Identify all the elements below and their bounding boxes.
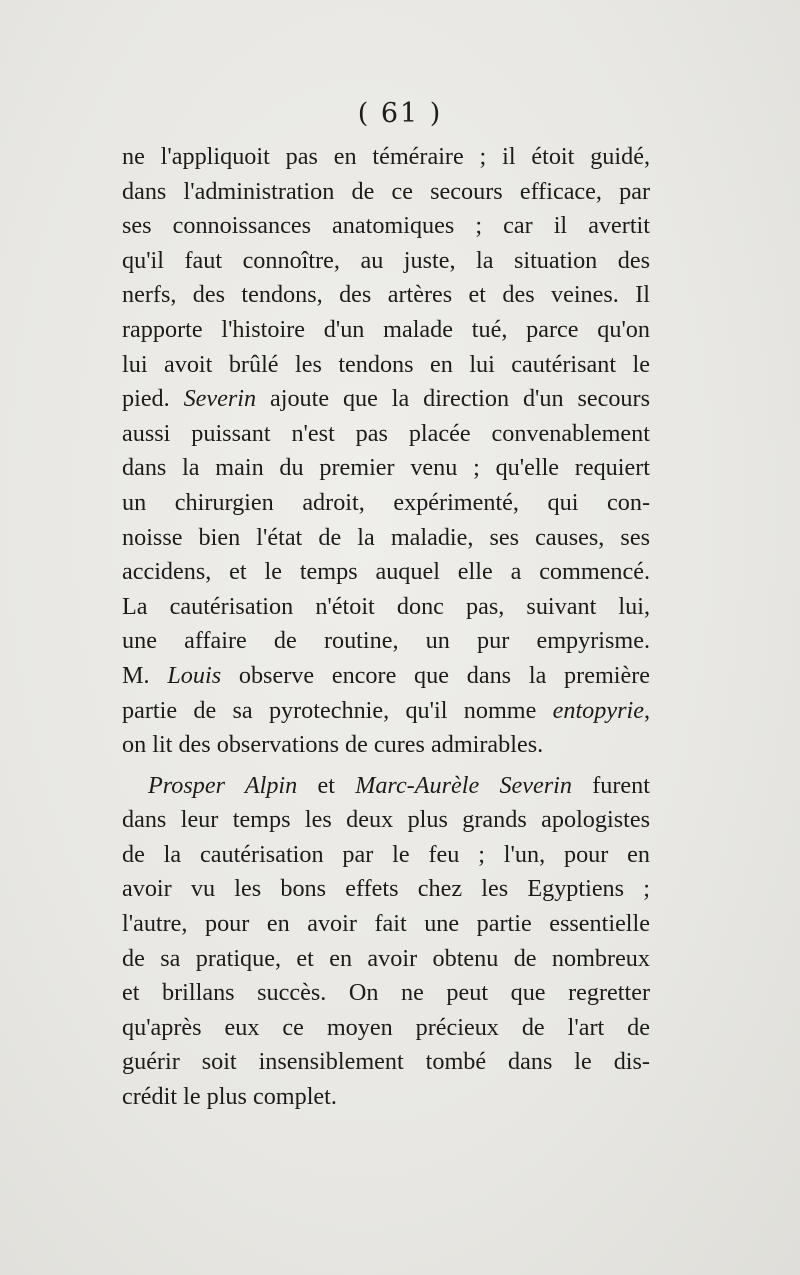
text-line-26: qu'après eux ce moyen précieux de l'art de bbox=[122, 1013, 650, 1041]
text-line-16-post: observe encore que dans la première bbox=[221, 661, 651, 689]
text-line-11: un chirurgien adroit, expérimenté, qui con- bbox=[122, 488, 650, 516]
text-line-28: crédit le plus complet. bbox=[122, 1083, 337, 1111]
text-line-8-pre: pied. bbox=[122, 385, 184, 413]
text-line-16 bbox=[122, 659, 650, 694]
text-line-8 bbox=[122, 382, 650, 417]
text-line-19-post: furent bbox=[571, 771, 650, 799]
text-line-27: guérir soit insensiblement tombé dans le dis- bbox=[122, 1048, 650, 1076]
text-line-8-post: ajoute que la direction d'un secours bbox=[256, 385, 650, 413]
text-line-4: qu'il faut connoître, au juste, la situation des bbox=[122, 246, 650, 274]
text-line-2: dans l'administration de ce secours efficace, par bbox=[122, 177, 650, 205]
text-line-16-pre: M. bbox=[122, 661, 168, 689]
author-name-severin: Severin bbox=[183, 385, 257, 413]
text-line-3: ses connoissances anatomiques ; car il avertit bbox=[122, 212, 650, 240]
text-line-6: rapporte l'histoire d'un malade tué, parce qu'on bbox=[122, 315, 650, 343]
text-line-7: lui avoit brûlé les tendons en lui cautérisant le bbox=[122, 350, 650, 378]
text-line-22: avoir vu les bons effets chez les Egyptiens ; bbox=[122, 875, 650, 903]
text-line-15: une affaire de routine, un pur empyrisme. bbox=[122, 627, 650, 655]
body-text bbox=[122, 140, 650, 1115]
author-name-louis: Louis bbox=[167, 661, 222, 689]
text-line-14: La cautérisation n'étoit donc pas, suivant lui, bbox=[122, 592, 650, 620]
term-entopyrie: entopyrie bbox=[552, 696, 644, 724]
text-line-21: de la cautérisation par le feu ; l'un, pour en bbox=[122, 840, 650, 868]
text-line-17-pre: partie de sa pyrotechnie, qu'il nomme bbox=[122, 696, 553, 724]
author-name-marc-aurele-severin: Marc-Aurèle Severin bbox=[355, 771, 572, 799]
text-line-24: de sa pratique, et en avoir obtenu de nombreux bbox=[122, 944, 650, 972]
text-line-17-post: , bbox=[643, 696, 650, 724]
text-line-18: on lit des observations de cures admirables. bbox=[122, 731, 544, 759]
text-line-25: et brillans succès. On ne peut que regretter bbox=[122, 979, 650, 1007]
author-name-prosper-alpin: Prosper Alpin bbox=[148, 771, 298, 799]
text-line-17 bbox=[122, 694, 650, 729]
text-line-12: noisse bien l'état de la maladie, ses causes, ses bbox=[122, 523, 650, 551]
text-line-9: aussi puissant n'est pas placée convenablement bbox=[122, 419, 650, 447]
page-number: ( 61 ) bbox=[357, 98, 443, 129]
text-line-1: ne l'appliquoit pas en téméraire ; il étoit guidé, bbox=[122, 143, 650, 170]
text-line-13: accidens, et le temps auquel elle a commencé. bbox=[122, 558, 650, 586]
text-line-10: dans la main du premier venu ; qu'elle requiert bbox=[122, 454, 650, 482]
text-line-19-mid: et bbox=[297, 771, 356, 799]
text-line-20: dans leur temps les deux plus grands apologistes bbox=[122, 806, 650, 834]
text-line-5: nerfs, des tendons, des artères et des veines. Il bbox=[122, 281, 650, 309]
text-line-23: l'autre, pour en avoir fait une partie essentielle bbox=[122, 910, 650, 938]
text-line-19 bbox=[122, 769, 650, 804]
